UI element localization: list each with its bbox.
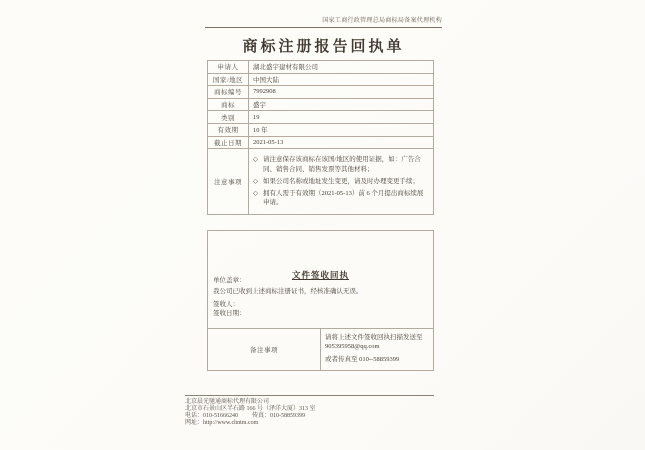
- diamond-bullet-icon: ◇: [253, 189, 258, 197]
- table-row-validity: [208, 123, 434, 136]
- row-label: 国家/地区: [208, 73, 249, 86]
- remarks-cell: [321, 329, 434, 371]
- header-rule: [205, 27, 442, 28]
- agency-footer: [185, 395, 434, 427]
- table-row-remarks: [208, 329, 434, 371]
- receipt-cell: [208, 231, 434, 329]
- row-label: 申请人: [208, 61, 249, 74]
- row-value: 19: [249, 111, 434, 124]
- remark-line: 或者传真至 010--58859399: [325, 356, 400, 363]
- note-text: 拥有人需于有效期（2021-05-13）前 6 个月提出商标续展申请。: [263, 189, 424, 207]
- row-label: 类别: [208, 111, 249, 124]
- note-text: 请注意保存该商标在该国/地区的使用证据，如：广告合同、销售合同、销售发票等其他材料；: [263, 156, 421, 173]
- receipt-table: [207, 230, 434, 371]
- table-row-deadline: [208, 136, 434, 149]
- footer-company: 北京晨光驰通商标代理有限公司: [185, 398, 270, 405]
- signer-label: 签收人：: [213, 301, 239, 308]
- receipt-title: 文件签收回执: [291, 269, 349, 280]
- table-row-trademark-number: [208, 86, 434, 99]
- table-row-applicant: [208, 61, 434, 74]
- note-item: [253, 155, 429, 174]
- footer-fax: 传真：010-58859399: [252, 412, 305, 419]
- footer-contact-row: [185, 413, 434, 420]
- company-stamp-label: 单位盖章：: [213, 277, 246, 284]
- page-title: 商标注册报告回执单: [242, 39, 405, 55]
- row-label: 备注事项: [208, 329, 321, 371]
- row-label: 有效期: [208, 123, 249, 136]
- table-row-country: [208, 73, 434, 86]
- row-value: 盛宇: [249, 98, 434, 111]
- notes-cell: [249, 149, 434, 215]
- row-value: 2021-05-13: [249, 136, 434, 149]
- sign-date-label: 签收日期：: [213, 310, 246, 317]
- receipt-confirmation-text: 我公司已收到上述商标注册证书，经核准确认无误。: [213, 287, 363, 295]
- table-row-trademark: [208, 98, 434, 111]
- row-label: 截止日期: [208, 136, 249, 149]
- diamond-bullet-icon: ◇: [253, 177, 258, 185]
- row-label: 商标: [208, 98, 249, 111]
- row-label: 注意事项: [208, 149, 249, 215]
- footer-phone: 电话：010-51666240: [185, 412, 238, 419]
- note-item: [253, 177, 429, 187]
- note-text: 如果公司名称或地址发生变更，请及时办理变更手续；: [263, 177, 419, 185]
- footer-website: 网址：http://www.chntm.com: [185, 419, 259, 426]
- table-row-notes: [208, 149, 434, 215]
- agency-registration-note: 国家工商行政管理总局商标局备案代理机构: [322, 18, 442, 24]
- diamond-bullet-icon: ◇: [253, 156, 258, 164]
- receipt-row: [208, 231, 434, 329]
- footer-address: 北京市石景山区半石路 166 号（泽洋大厦）313 室: [185, 405, 316, 412]
- table-row-class: [208, 111, 434, 124]
- note-item: [253, 189, 429, 208]
- remark-line: 请将上述文件签收回执扫描发送至 905395958@qq.com: [325, 334, 423, 350]
- row-value: 湖北盛宇建材有限公司: [249, 61, 434, 74]
- row-value: 10 年: [249, 123, 434, 136]
- row-value: 中国大陆: [249, 73, 434, 86]
- row-label: 商标编号: [208, 86, 249, 99]
- trademark-info-table: [207, 60, 434, 215]
- row-value: 7992908: [249, 86, 434, 99]
